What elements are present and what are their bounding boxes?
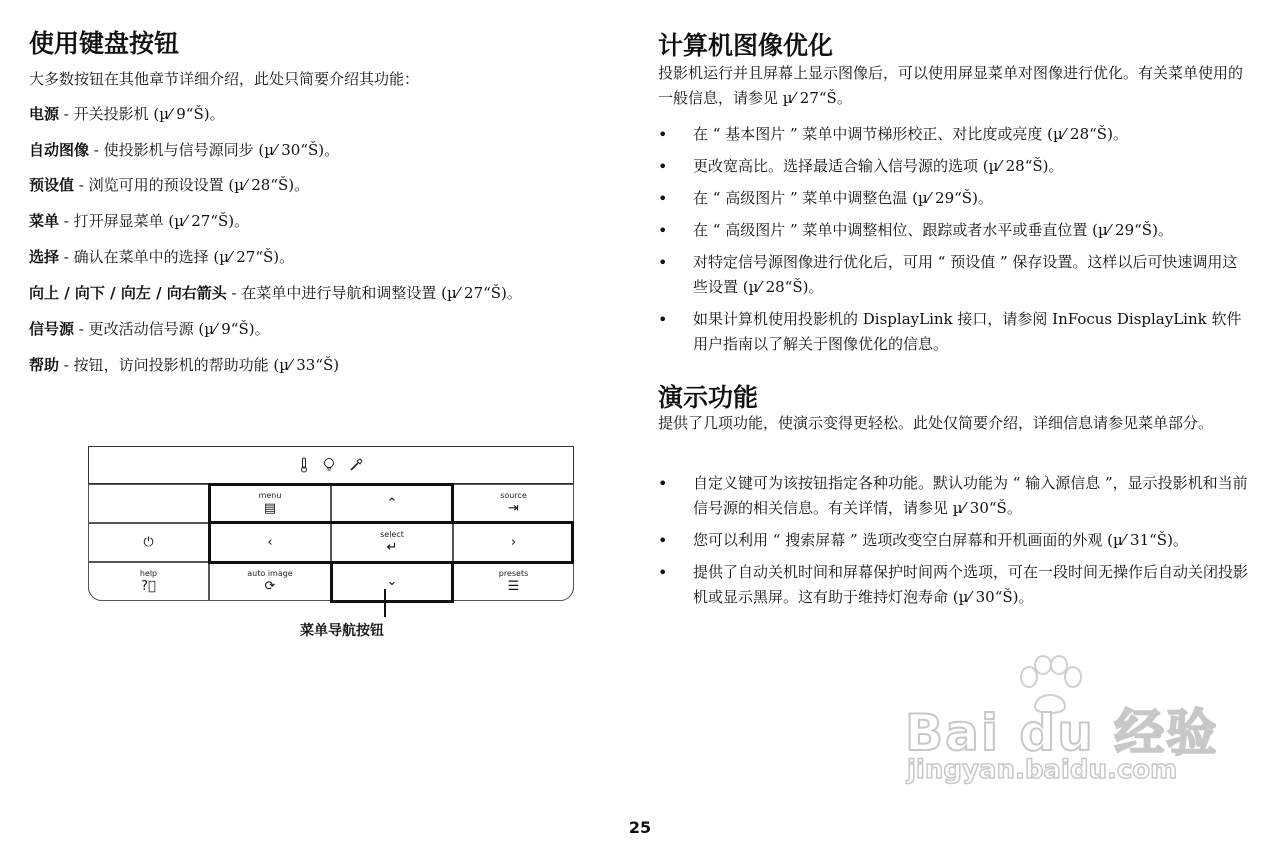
power-button[interactable] (88, 523, 209, 562)
list-item: • 更改宽高比。选择最适合输入信号源的选项 (µ⁄ 28“Š)。 (658, 154, 1248, 179)
key-term: 电源 (29, 105, 60, 123)
section-heading-presentation: 演示功能 (658, 383, 759, 412)
key-desc: - 使投影机与信号源同步 (µ⁄ 30“Š)。 (89, 141, 340, 159)
presentation-list (658, 471, 1248, 610)
select-label: select (380, 529, 404, 539)
section-heading-image-optimization: 计算机图像优化 (658, 31, 834, 60)
key-term: 自动图像 (29, 141, 90, 159)
intro-text: 大多数按钮在其他章节详细介绍，此处只简要介绍其功能： (29, 70, 420, 88)
chevron-down-icon: ⌄ (386, 573, 398, 589)
image-optimization-list (658, 122, 1248, 357)
list-item: • 自定义键可为该按钮指定各种功能。默认功能为 “ 输入源信息 ”，显示投影机和当前信号源的相关信息。有关详情，请参见 µ⁄ 30“Š。 (658, 471, 1248, 521)
power-icon: ⏻ (143, 534, 154, 550)
key-desc: - 打开屏显菜单 (µ⁄ 27“Š)。 (59, 212, 250, 230)
menu-label: menu (258, 490, 282, 500)
key-item-power (29, 104, 225, 124)
presets-button[interactable] (453, 562, 574, 601)
enter-icon: ↵ (386, 539, 398, 555)
key-desc: - 确认在菜单中的选择 (µ⁄ 27“Š)。 (59, 248, 295, 266)
key-term: 向上 / 向下 / 向左 / 向右箭头 (29, 284, 227, 302)
presentation-intro: 提供了几项功能，使演示变得更轻松。此处仅简要介绍，详细信息请参见菜单部分。 (658, 414, 1214, 432)
keypad-caption: 菜单导航按钮 (300, 623, 384, 639)
key-desc: - 开关投影机 (µ⁄ 9“Š)。 (59, 105, 225, 123)
auto-image-icon: ⟳ (264, 578, 276, 594)
key-item-menu (29, 211, 249, 231)
keypad-status-bar (88, 446, 574, 484)
chevron-left-icon: ‹ (267, 534, 273, 550)
help-label: help (139, 568, 158, 578)
auto-image-label: auto image (247, 568, 293, 578)
wrench-icon (349, 458, 363, 472)
blank-key (88, 484, 209, 523)
key-desc: - 按钮，访问投影机的帮助功能 (µ⁄ 33“Š) (59, 356, 340, 374)
down-arrow-button[interactable] (331, 562, 453, 601)
key-desc: - 更改活动信号源 (µ⁄ 9“Š)。 (74, 320, 270, 338)
list-item: • 在 “ 高级图片 ” 菜单中调整相位、跟踪或者水平或垂直位置 (µ⁄ 29“Š)。 (658, 218, 1248, 243)
key-item-auto-image (29, 140, 339, 160)
menu-button[interactable] (209, 484, 331, 523)
caption-pointer-line (384, 589, 386, 617)
key-term: 信号源 (29, 320, 75, 338)
key-term: 选择 (29, 248, 60, 266)
key-term: 帮助 (29, 356, 60, 374)
key-item-help (29, 355, 339, 375)
list-item: • 在 “ 高级图片 ” 菜单中调整色温 (µ⁄ 29“Š)。 (658, 186, 1248, 211)
presets-label: presets (498, 568, 529, 578)
select-button[interactable] (331, 523, 453, 562)
baidu-watermark (905, 655, 1219, 785)
chevron-up-icon: ⌃ (386, 495, 398, 511)
watermark-url: jingyan.baidu.com (907, 755, 1178, 785)
list-item: • 在 “ 基本图片 ” 菜单中调节梯形校正、对比度或亮度 (µ⁄ 28“Š)。 (658, 122, 1248, 147)
source-label: source (500, 490, 527, 500)
source-button[interactable] (453, 484, 574, 523)
auto-image-button[interactable] (209, 562, 331, 601)
right-arrow-button[interactable] (453, 523, 574, 562)
left-arrow-button[interactable] (209, 523, 331, 562)
page-number: 25 (628, 818, 652, 837)
up-arrow-button[interactable] (331, 484, 453, 523)
key-item-select (29, 247, 294, 267)
watermark-brand: Bai du 经验 (905, 704, 1219, 762)
help-button[interactable] (88, 562, 209, 601)
presets-icon: ☰ (507, 578, 520, 594)
image-optimization-intro: 投影机运行并且屏幕上显示图像后，可以使用屏显菜单对图像进行优化。有关菜单使用的一般信息，请参见 µ⁄ 27“Š。 (658, 64, 1244, 107)
menu-icon: ▤ (263, 500, 277, 516)
help-icon: ?⃝ (141, 578, 156, 594)
key-desc: - 在菜单中进行导航和调整设置 (µ⁄ 27“Š)。 (226, 284, 522, 302)
source-icon: ⇥ (508, 500, 519, 516)
key-term: 菜单 (29, 212, 60, 230)
section-heading-keypad: 使用键盘按钮 (29, 29, 180, 58)
list-item: • 您可以利用 “ 搜索屏幕 ” 选项改变空白屏幕和开机画面的外观 (µ⁄ 31“Š)。 (658, 528, 1248, 553)
key-desc: - 浏览可用的预设设置 (µ⁄ 28“Š)。 (74, 176, 310, 194)
key-item-arrows (29, 283, 522, 303)
key-item-presets (29, 175, 309, 195)
lamp-icon (323, 457, 335, 473)
list-item: • 如果计算机使用投影机的 DisplayLink 接口，请参阅 InFocus DisplayLink 软件用户指南以了解关于图像优化的信息。 (658, 307, 1248, 357)
thermometer-icon (299, 457, 309, 473)
keypad-diagram (88, 446, 574, 601)
key-term: 预设值 (29, 176, 75, 194)
list-item: • 提供了自动关机时间和屏幕保护时间两个选项，可在一段时间无操作后自动关闭投影机或显示黑屏。这有助于维持灯泡寿命 (µ⁄ 30“Š)。 (658, 560, 1248, 610)
list-item: • 对特定信号源图像进行优化后，可用 “ 预设值 ” 保存设置。这样以后可快速调用这些设置 (µ⁄ 28“Š)。 (658, 250, 1248, 300)
key-item-source (29, 319, 270, 339)
chevron-right-icon: › (510, 534, 517, 550)
